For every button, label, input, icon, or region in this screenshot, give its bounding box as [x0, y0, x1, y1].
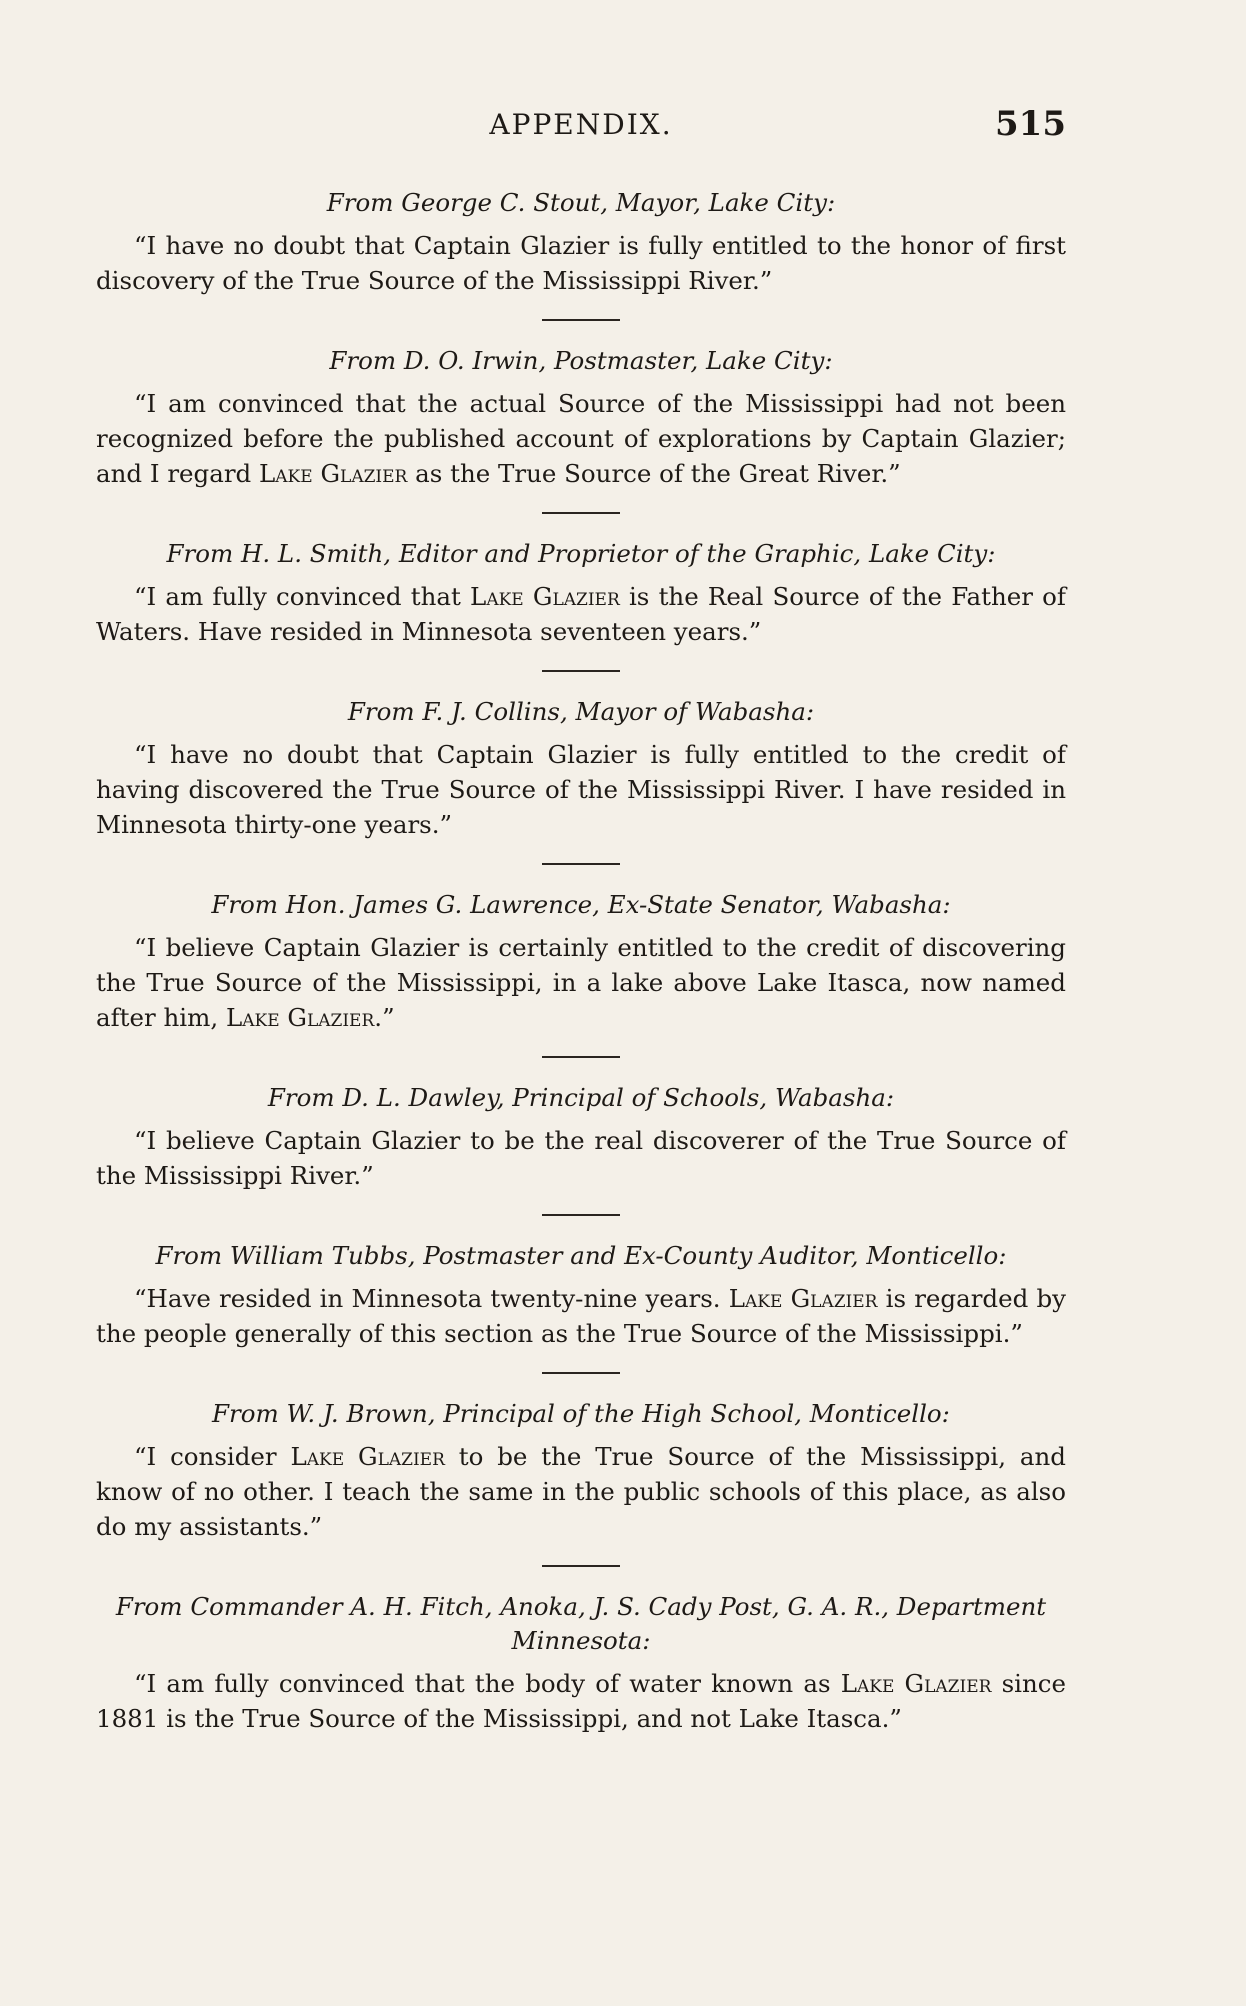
testimonial-attribution: From George C. Stout, Mayor, Lake City:: [326, 188, 836, 217]
separator-rule: [542, 863, 620, 865]
testimonial-entry: [96, 537, 1066, 649]
testimonial-entry: [96, 344, 1066, 491]
testimonial-quote: [96, 1123, 1066, 1193]
separator-rule: [542, 1056, 620, 1058]
testimonial-quote: [96, 1666, 1066, 1736]
quote-text: to be the True Source of the Mississippi, and know of no other. I teach the same in the public schools of this place, as also do my assistants.”: [96, 1442, 1066, 1541]
testimonial-entry: [96, 1397, 1066, 1544]
testimonial-entry: [96, 888, 1066, 1035]
testimonial-attribution: From F. J. Collins, Mayor of Wabasha:: [347, 697, 815, 726]
lake-glazier-name: Lake Glazier: [470, 582, 620, 611]
testimonial-attribution: From Hon. James G. Lawrence, Ex-State Senator, Wabasha:: [211, 890, 951, 919]
testimonial-quote: [96, 228, 1066, 298]
testimonial-entry: [96, 1590, 1066, 1736]
quote-text: .”: [374, 1003, 395, 1032]
testimonial-attribution: From W. J. Brown, Principal of the High School, Monticello:: [212, 1399, 950, 1428]
separator-rule: [542, 512, 620, 514]
testimonial-quote: [96, 1281, 1066, 1351]
lake-glazier-name: Lake Glazier: [225, 1003, 375, 1032]
testimonial-attribution: From D. L. Dawley, Principal of Schools, Wabasha:: [267, 1083, 895, 1112]
separator-rule: [542, 1565, 620, 1567]
testimonial-attribution: From D. O. Irwin, Postmaster, Lake City:: [329, 346, 833, 375]
testimonial-quote: [96, 737, 1066, 842]
testimonial-entry: [96, 1239, 1066, 1351]
page-header: [96, 100, 1066, 148]
quote-text: as the True Source of the Great River.”: [407, 459, 901, 488]
quote-text: is the Real Source of the Father of Waters. Have resided in Minnesota seventeen years.”: [96, 582, 1067, 646]
quote-text: since 1881 is the True Source of the Mississippi, and not Lake Itasca.”: [96, 1669, 1066, 1733]
separator-rule: [542, 1214, 620, 1216]
quote-text: “I believe Captain Glazier to be the real discoverer of the True Source of the Mississippi River.”: [96, 1126, 1066, 1190]
testimonial-entry: [96, 695, 1066, 842]
quote-text: “I am fully convinced that: [134, 582, 471, 611]
testimonial-attribution: From William Tubbs, Postmaster and Ex-County Auditor, Monticello:: [155, 1241, 1007, 1270]
quote-text: “I have no doubt that Captain Glazier is fully entitled to the credit of having discovered the True Source of the Mississippi River. I have resided in Minnesota thirty-one years.”: [96, 740, 1066, 839]
lake-glazier-name: Lake Glazier: [728, 1284, 878, 1313]
testimonial-entry: [96, 186, 1066, 298]
quote-text: “Have resided in Minnesota twenty-nine years.: [134, 1284, 729, 1313]
quote-text: “I believe Captain Glazier is certainly entitled to the credit of discovering the True Source of the Mississippi, in a lake above Lake Itasca, now named after him,: [96, 933, 1066, 1032]
testimonial-quote: [96, 386, 1066, 491]
testimonial-quote: [96, 930, 1066, 1035]
quote-text: “I have no doubt that Captain Glazier is fully entitled to the honor of first discovery of the True Source of the Mississippi River.”: [96, 231, 1066, 295]
testimonial-entry: [96, 1081, 1066, 1193]
lake-glazier-name: Lake Glazier: [840, 1669, 992, 1698]
lake-glazier-name: Lake Glazier: [259, 459, 408, 488]
testimonial-attribution: From Commander A. H. Fitch, Anoka, J. S. Cady Post, G. A. R., Department Minnesota:: [115, 1592, 1047, 1655]
testimonial-quote: [96, 1439, 1066, 1544]
separator-rule: [542, 319, 620, 321]
testimonial-list: [96, 186, 1066, 1736]
testimonial-attribution: From H. L. Smith, Editor and Proprietor of the Graphic, Lake City:: [166, 539, 996, 568]
lake-glazier-name: Lake Glazier: [290, 1442, 445, 1471]
separator-rule: [542, 670, 620, 672]
testimonial-quote: [96, 579, 1066, 649]
separator-rule: [542, 1372, 620, 1374]
running-head: APPENDIX.: [489, 108, 673, 141]
quote-text: “I consider: [134, 1442, 291, 1471]
quote-text: “I am convinced that the actual Source of the Mississippi had not been recognized before the published account of explorations by Captain Glazier; and I regard: [96, 389, 1066, 488]
page-number: 515: [995, 104, 1066, 144]
quote-text: is regarded by the people generally of this section as the True Source of the Mississippi.”: [96, 1284, 1066, 1348]
quote-text: “I am fully convinced that the body of water known as: [134, 1669, 841, 1698]
